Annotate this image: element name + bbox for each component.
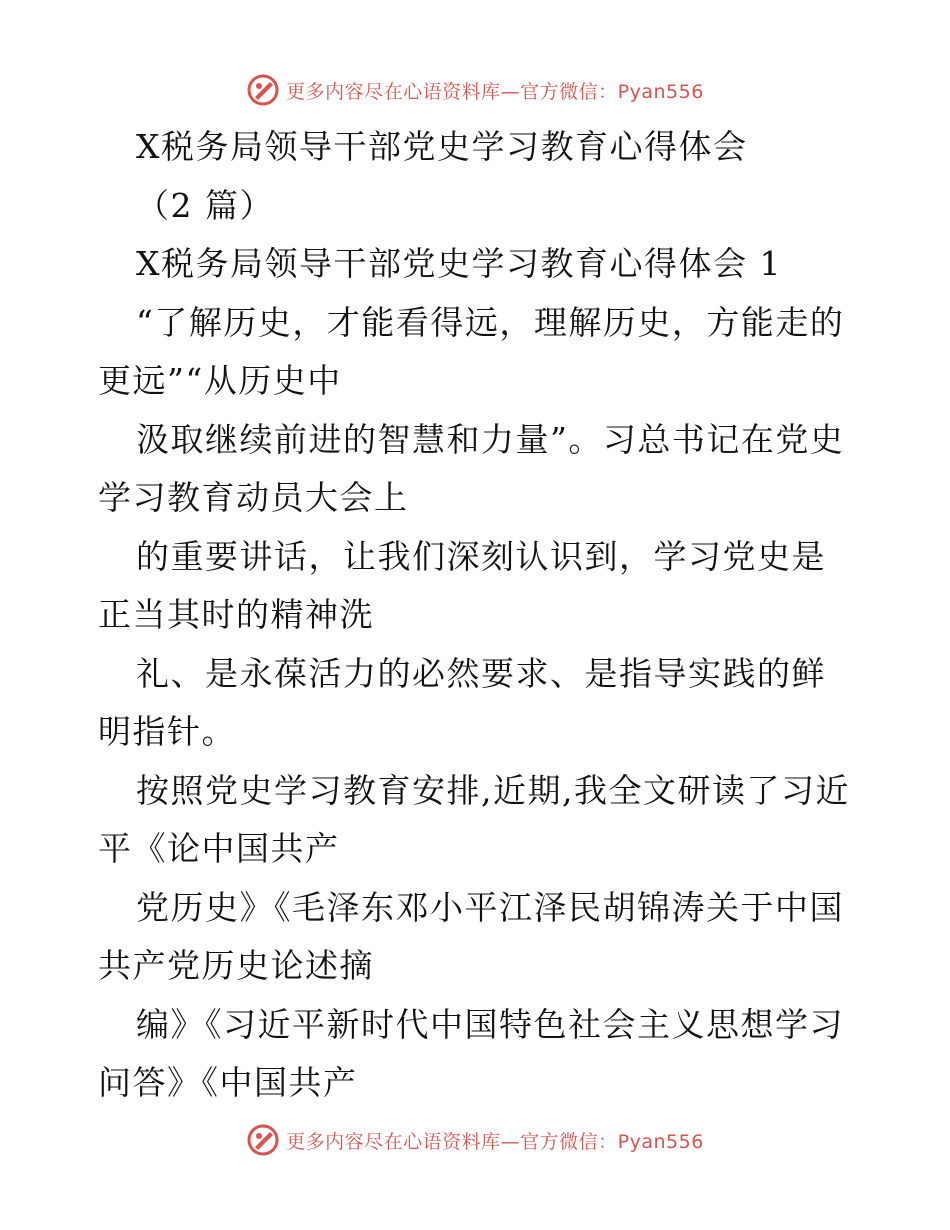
section-heading: X税务局领导干部党史学习教育心得体会 1 bbox=[136, 244, 782, 283]
document-body bbox=[98, 118, 858, 1113]
watermark-text: 更多内容尽在心语资料库—官方微信：Pyan556 bbox=[286, 1130, 704, 1153]
paragraph: 按照党史学习教育安排,近期,我全文研读了习近平《论中国共产 bbox=[98, 770, 850, 868]
paragraph: 的重要讲话，让我们深刻认识到，学习党史是正当其时的精神洗 bbox=[98, 536, 826, 634]
footer-watermark bbox=[0, 1120, 950, 1160]
paragraph: 编》《习近平新时代中国特色社会主义思想学习问答》《中国共产 bbox=[98, 1004, 844, 1102]
paragraph: “了解历史，才能看得远，理解历史，方能走的更远”“从历史中 bbox=[98, 302, 845, 400]
watermark-logo-icon bbox=[246, 73, 280, 107]
header-watermark bbox=[0, 70, 950, 110]
paragraph: 党历史》《毛泽东邓小平江泽民胡锦涛关于中国共产党历史论述摘 bbox=[98, 887, 844, 985]
paragraph: 礼、是永葆活力的必然要求、是指导实践的鲜明指针。 bbox=[98, 653, 826, 751]
document-subtitle: （2 篇） bbox=[136, 185, 274, 225]
document-title: X税务局领导干部党史学习教育心得体会 bbox=[136, 127, 748, 166]
watermark-logo-icon bbox=[246, 1123, 280, 1157]
paragraph: 汲取继续前进的智慧和力量”。习总书记在党史学习教育动员大会上 bbox=[98, 419, 845, 517]
watermark-text: 更多内容尽在心语资料库—官方微信：Pyan556 bbox=[286, 80, 704, 103]
